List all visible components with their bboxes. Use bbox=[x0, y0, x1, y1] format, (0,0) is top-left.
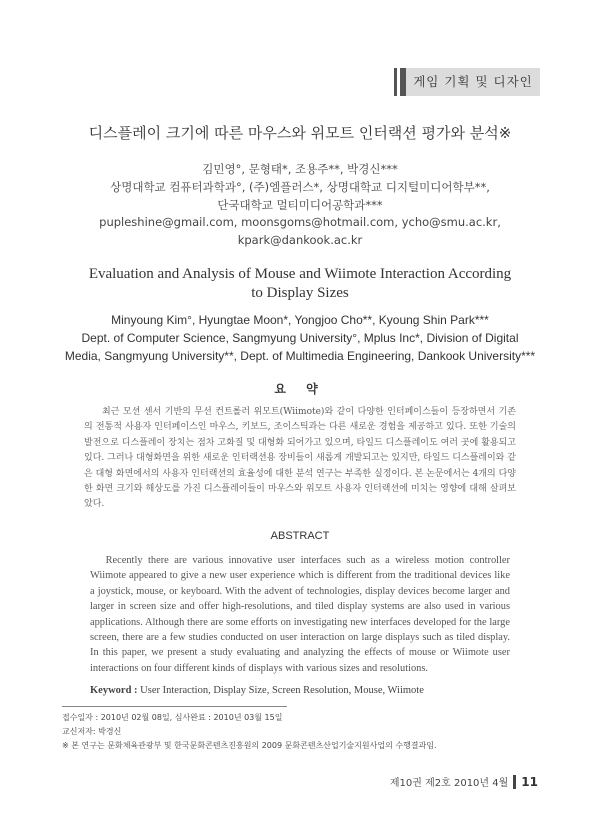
keyword-label: Keyword : bbox=[90, 685, 138, 696]
abstract-heading: ABSTRACT bbox=[270, 530, 330, 542]
keyword-line bbox=[90, 685, 520, 696]
english-authors: Minyoung Kim°, Hyungtae Moon*, Yongjoo Cho**, Kyoung Shin Park*** bbox=[111, 313, 489, 327]
footnote-corresponding-author: 교신저자: 박경신 bbox=[62, 727, 122, 736]
author-emails-1: pupleshine@gmail.com, moonsgoms@hotmail.com, ycho@smu.ac.kr, bbox=[99, 215, 501, 229]
english-title bbox=[0, 265, 600, 303]
footer-divider bbox=[513, 775, 516, 789]
author-emails-2: kpark@dankook.ac.kr bbox=[237, 233, 363, 247]
english-title-line-1: Evaluation and Analysis of Mouse and Wiimote Interaction According bbox=[88, 266, 512, 282]
english-affiliation-2: Media, Sangmyung University**, Dept. of Multimedia Engineering, Dankook University*** bbox=[64, 349, 536, 363]
english-title-line-2: to Display Sizes bbox=[251, 285, 349, 301]
footnote-divider bbox=[62, 706, 287, 707]
footnote-dates: 접수일자 : 2010년 02월 08일, 심사완료 : 2010년 03월 15일 bbox=[62, 713, 283, 722]
abstract-body: Recently there are various innovative user interfaces such as a wireless motion controller Wiimote appeared to give a new user experience which is different from the traditional devices like a joystick, mouse, or keyboard. With the advent of technologies, display devices become larger and larger in screen size and offer high-resolutions, and tiled display systems are also used in various applications. Although there are some efforts on investigating new interfaces developed for the large screen, there are a few studies conducted on user interaction on large displays such as tiled display. In this paper, we present a study evaluating and analyzing the effects of mouse or Wiimote user interactions on four different kinds of displays with various sizes and resolutions. bbox=[90, 555, 510, 674]
footer-issue: 제10권 제2호 2010년 4월 bbox=[389, 778, 509, 789]
korean-abstract-body: 최근 모션 센서 기반의 무선 컨트롤러 위모트(Wiimote)와 같이 다양한 인터페이스들이 등장하면서 기존의 전통적 사용자 인터페이스인 마우스, 키보드, 조이스틱과는 다른 새로운 경험을 제공하고 있다. 또한 기술의 발전으로 디스플레이 장치는 점차 고화질 및 대형화 되어가고 있으며, 타일드 디스플레이도 여러 곳에 활용되고 있다. 그러나 대형화면을 위한 새로운 인터랙션용 장비들이 새롭게 개발되고는 있지만, 타일드 디스플레이와 같은 대형 화면에서의 사용자 인터랙션의 효율성에 대한 분석 연구는 부족한 실정이다. 본 논문에서는 4개의 다양한 화면 크기와 해상도를 가진 디스플레이들이 마우스와 위모트 사용자 인터랙션에 미치는 영향에 대해 살펴보았다. bbox=[84, 407, 516, 510]
category-tag bbox=[400, 68, 540, 96]
korean-affiliation-1: 상명대학교 컴퓨터과학과°, (주)엠플러스*, 상명대학교 디지털미디어학부**, bbox=[110, 180, 490, 194]
korean-abstract-heading: 요 약 bbox=[274, 382, 326, 396]
korean-title: 디스플레이 크기에 따른 마우스와 위모트 인터랙션 평가와 분석※ bbox=[88, 124, 512, 142]
page-number: 11 bbox=[521, 774, 538, 789]
korean-affiliation-2: 단국대학교 멀티미디어공학과*** bbox=[217, 198, 383, 212]
english-affiliation-1: Dept. of Computer Science, Sangmyung University°, Mplus Inc*, Division of Digital bbox=[81, 331, 519, 345]
category-label: 게임 기획 및 디자인 bbox=[413, 74, 533, 89]
footnote-funding: ※ 본 연구는 문화체육관광부 및 한국문화콘텐츠진흥원의 2009 문화콘텐츠산업기술지원사업의 수행결과임. bbox=[62, 741, 437, 750]
page-footer bbox=[390, 774, 538, 789]
korean-authors: 김민영°, 문형태*, 조용주**, 박경신*** bbox=[202, 162, 398, 176]
keyword-values: User Interaction, Display Size, Screen Resolution, Mouse, Wiimote bbox=[140, 685, 424, 696]
